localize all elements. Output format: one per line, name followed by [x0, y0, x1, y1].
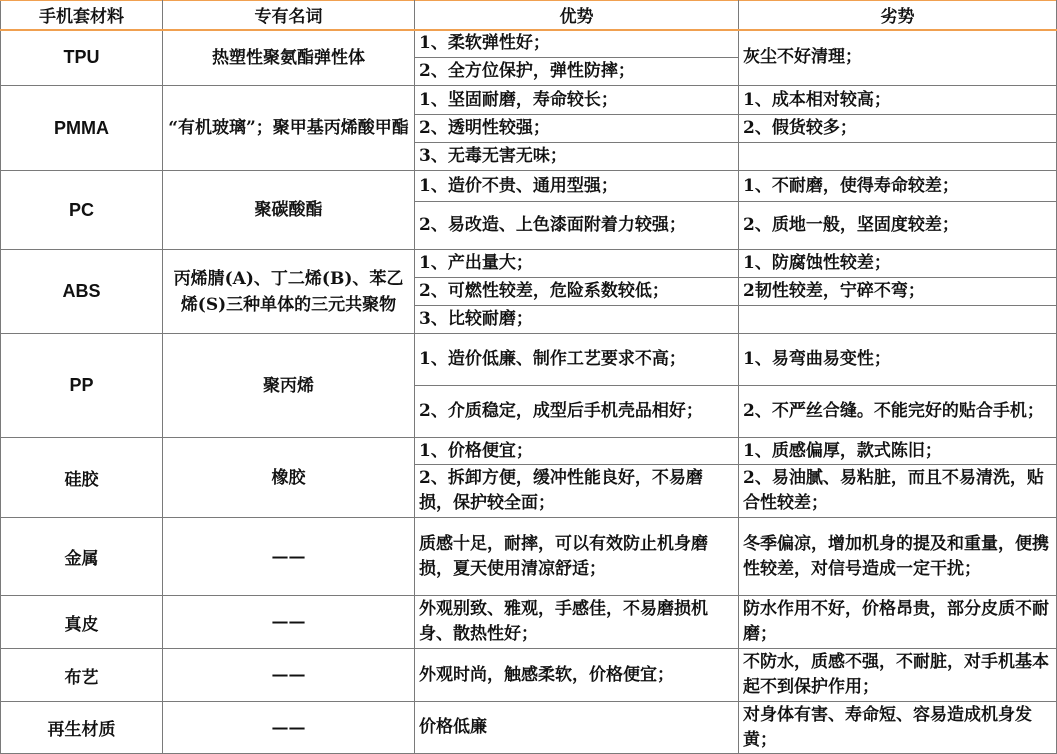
table-row	[1, 86, 1057, 115]
cons-cell: 防水作用不好，价格昂贵，部分皮质不耐磨；	[739, 596, 1057, 649]
term-cell: ——	[163, 518, 415, 596]
table-row	[1, 438, 1057, 465]
material-cell: 布艺	[1, 649, 163, 702]
term-cell: ——	[163, 596, 415, 649]
material-cell: 硅胶	[1, 438, 163, 518]
material-cell: PP	[1, 334, 163, 438]
material-cell: 金属	[1, 518, 163, 596]
header-pros: 优势	[415, 1, 739, 30]
header-cons: 劣势	[739, 1, 1057, 30]
pros-cell: 3、比较耐磨；	[415, 306, 739, 334]
header-term: 专有名词	[163, 1, 415, 30]
term-cell: 聚丙烯	[163, 334, 415, 438]
material-cell: 真皮	[1, 596, 163, 649]
cons-cell: 2、质地一般，坚固度较差；	[739, 202, 1057, 250]
cons-cell: 灰尘不好清理；	[739, 30, 1057, 86]
cons-cell: 1、防腐蚀性较差；	[739, 250, 1057, 278]
pros-cell: 1、造价低廉、制作工艺要求不高；	[415, 334, 739, 386]
cons-cell: 1、不耐磨，使得寿命较差；	[739, 171, 1057, 202]
pros-cell: 2、易改造、上色漆面附着力较强；	[415, 202, 739, 250]
term-cell: 聚碳酸酯	[163, 171, 415, 250]
cons-cell: 2韧性较差，宁碎不弯；	[739, 278, 1057, 306]
header-material: 手机套材料	[1, 1, 163, 30]
pros-cell: 1、价格便宜；	[415, 438, 739, 465]
cons-cell: 对身体有害、寿命短、容易造成机身发黄；	[739, 702, 1057, 754]
material-cell: PC	[1, 171, 163, 250]
header-row	[1, 1, 1057, 30]
term-cell: ——	[163, 702, 415, 754]
material-cell: PMMA	[1, 86, 163, 171]
pros-cell: 2、介质稳定，成型后手机壳品相好；	[415, 386, 739, 438]
cons-cell: 2、易油腻、易粘脏，而且不易清洗，贴合性较差；	[739, 465, 1057, 518]
table-row	[1, 649, 1057, 702]
pros-cell: 3、无毒无害无味；	[415, 143, 739, 171]
cons-cell: 1、质感偏厚，款式陈旧；	[739, 438, 1057, 465]
pros-cell: 2、全方位保护，弹性防摔；	[415, 58, 739, 86]
cons-cell: 1、易弯曲易变性；	[739, 334, 1057, 386]
material-cell: 再生材质	[1, 702, 163, 754]
pros-cell: 1、柔软弹性好；	[415, 30, 739, 58]
pros-cell: 1、坚固耐磨，寿命较长；	[415, 86, 739, 115]
cons-cell	[739, 143, 1057, 171]
material-cell: TPU	[1, 30, 163, 86]
pros-cell: 质感十足，耐摔，可以有效防止机身磨损，夏天使用清凉舒适；	[415, 518, 739, 596]
term-cell: 丙烯腈(A)、丁二烯(B)、苯乙烯(S)三种单体的三元共聚物	[163, 250, 415, 334]
pros-cell: 外观时尚，触感柔软，价格便宜；	[415, 649, 739, 702]
pros-cell: 价格低廉	[415, 702, 739, 754]
table-row	[1, 702, 1057, 754]
term-cell: 热塑性聚氨酯弹性体	[163, 30, 415, 86]
pros-cell: 2、透明性较强；	[415, 115, 739, 143]
pros-cell: 2、拆卸方便，缓冲性能良好，不易磨损，保护较全面；	[415, 465, 739, 518]
table-row	[1, 250, 1057, 278]
table-row	[1, 171, 1057, 202]
table-row	[1, 334, 1057, 386]
term-cell: 橡胶	[163, 438, 415, 518]
cons-cell: 1、成本相对较高；	[739, 86, 1057, 115]
cons-cell: 2、假货较多；	[739, 115, 1057, 143]
pros-cell: 1、产出量大；	[415, 250, 739, 278]
pros-cell: 1、造价不贵、通用型强；	[415, 171, 739, 202]
cons-cell: 2、不严丝合缝。不能完好的贴合手机；	[739, 386, 1057, 438]
pros-cell: 外观别致、雅观，手感佳，不易磨损机身、散热性好；	[415, 596, 739, 649]
table-row	[1, 30, 1057, 58]
cons-cell: 不防水，质感不强，不耐脏，对手机基本起不到保护作用；	[739, 649, 1057, 702]
material-cell: ABS	[1, 250, 163, 334]
cons-cell	[739, 306, 1057, 334]
term-cell: “有机玻璃”；聚甲基丙烯酸甲酯	[163, 86, 415, 171]
pros-cell: 2、可燃性较差，危险系数较低；	[415, 278, 739, 306]
table-row	[1, 518, 1057, 596]
term-cell: ——	[163, 649, 415, 702]
cons-cell: 冬季偏凉，增加机身的提及和重量，便携性较差，对信号造成一定干扰；	[739, 518, 1057, 596]
table-row	[1, 596, 1057, 649]
